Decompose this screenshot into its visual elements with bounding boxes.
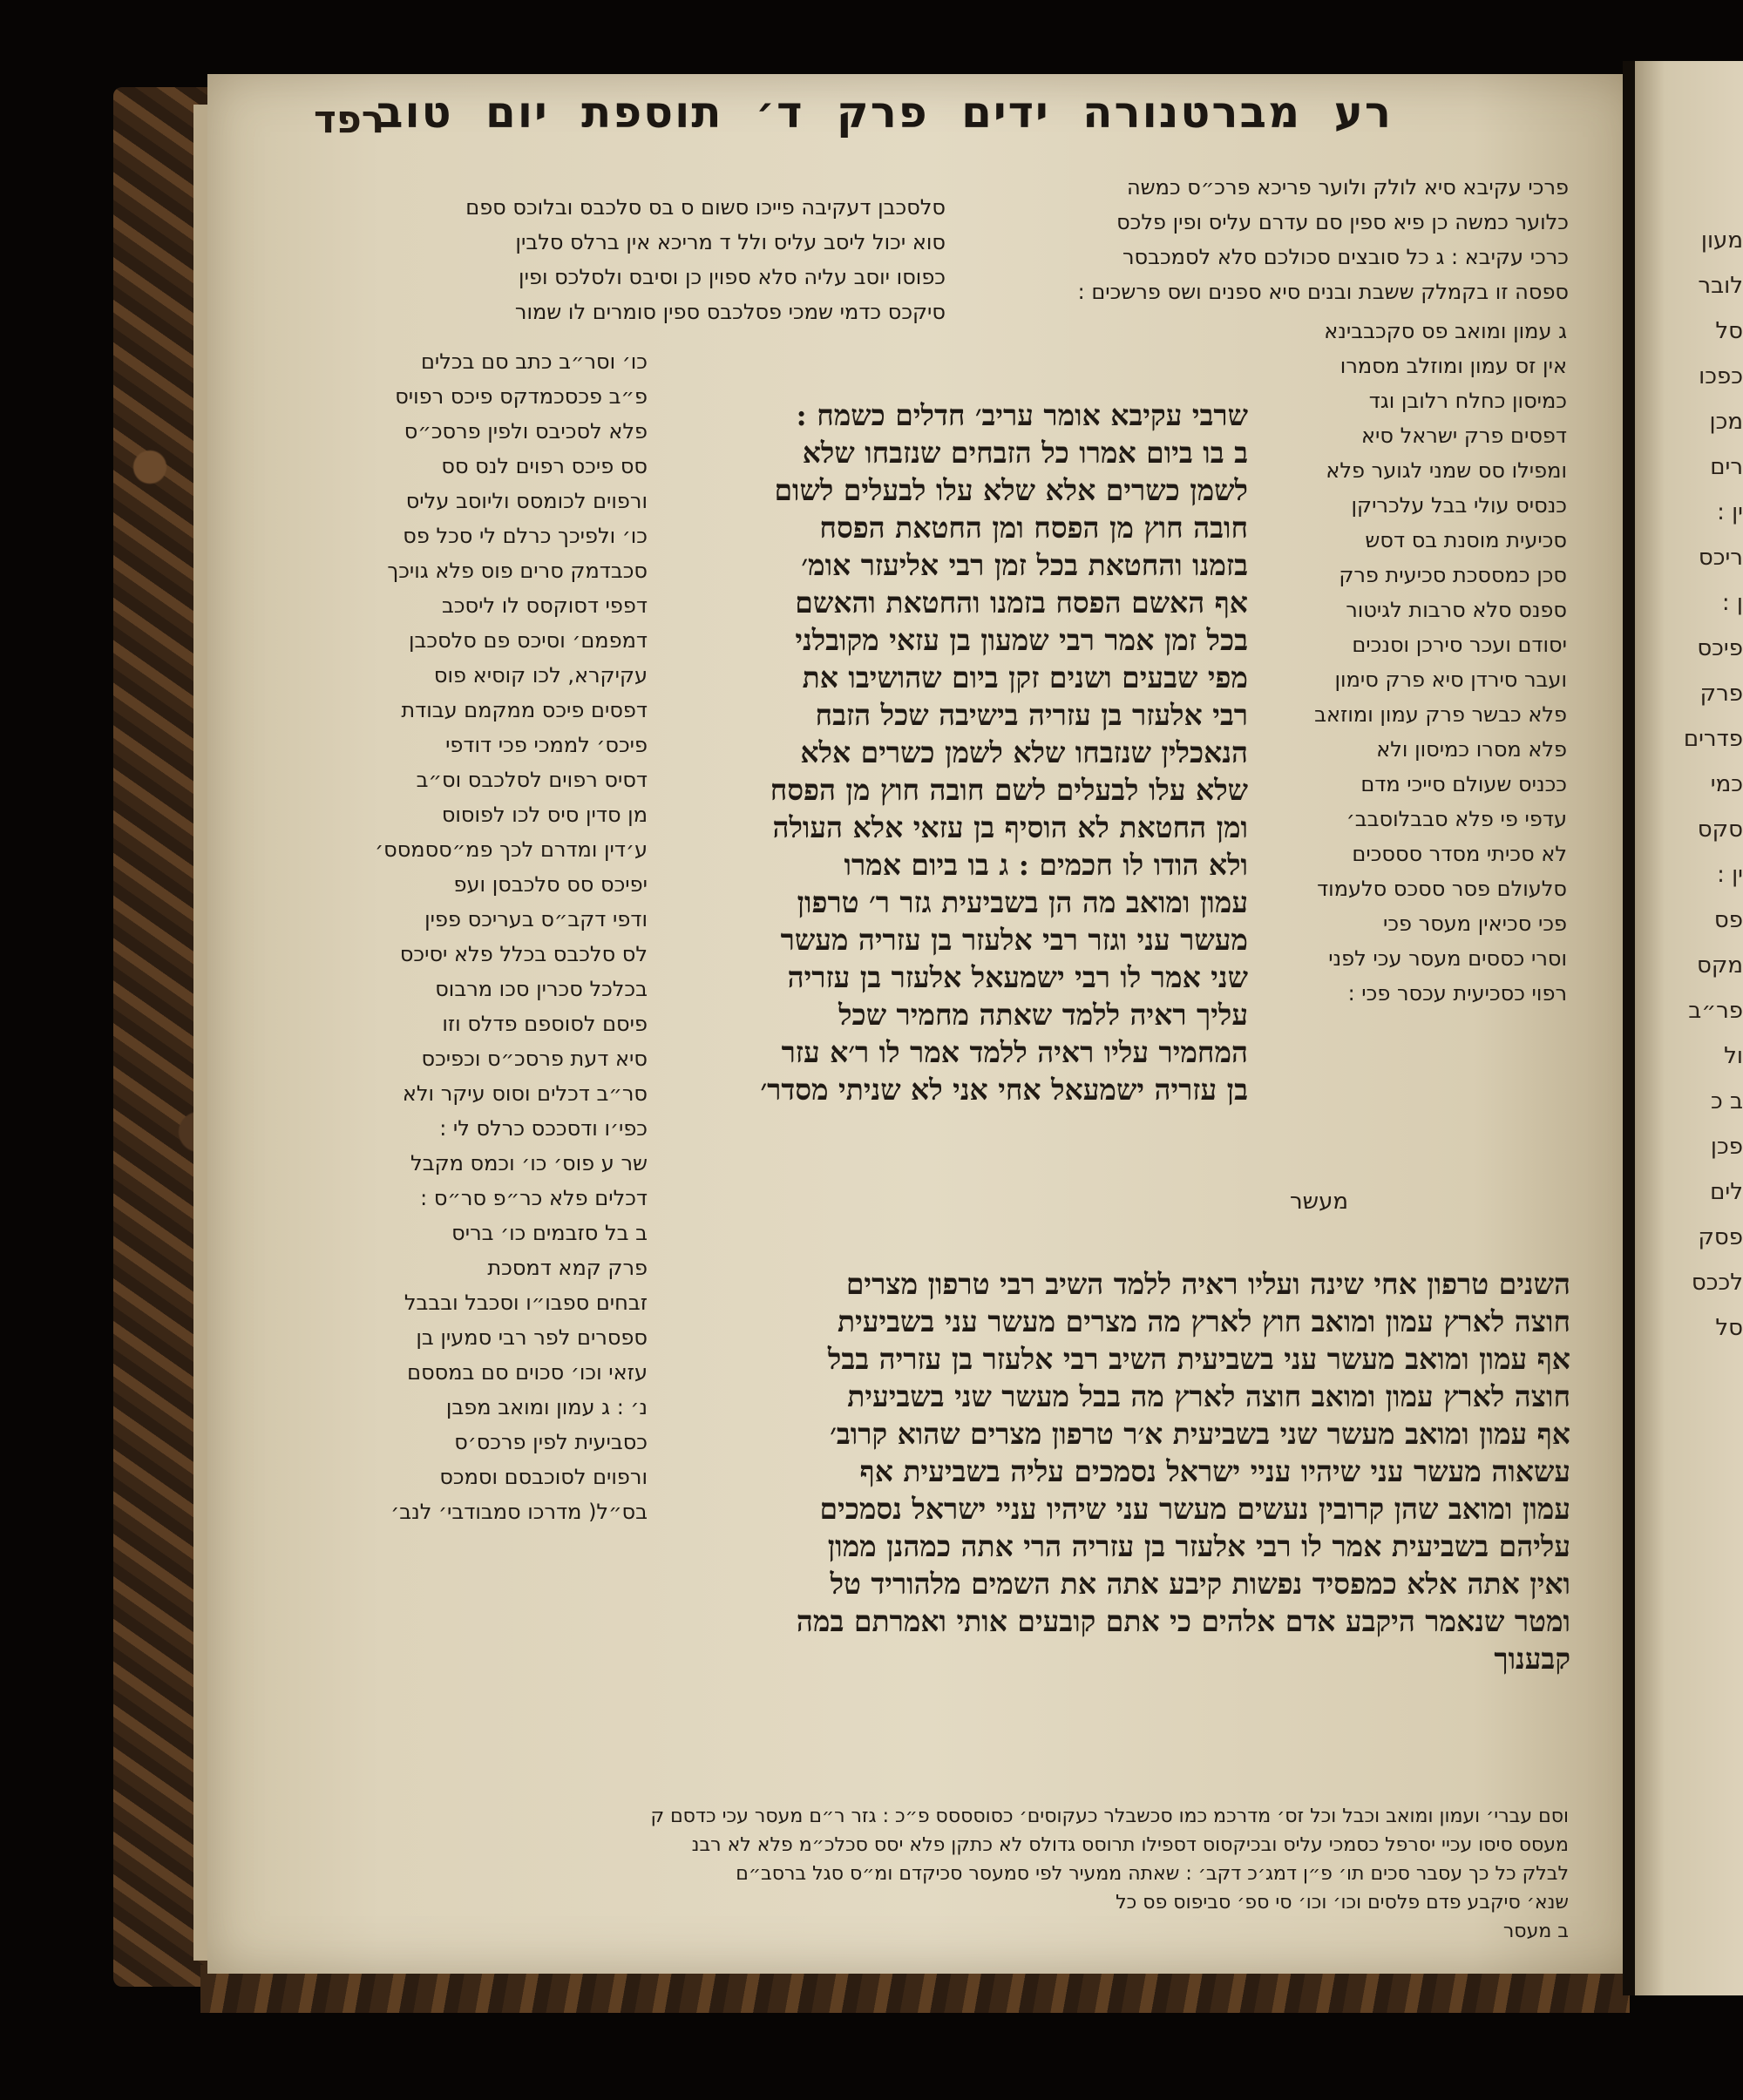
commentary-line: כו׳ ולפיכך כרלם לי סכל פס bbox=[403, 524, 648, 548]
commentary-line: דפסים פרק ישראל סיא bbox=[1361, 423, 1567, 448]
mishnah-line: קבענוך bbox=[1494, 1642, 1570, 1676]
mishnah-line: המחמיר עליו ראיה ללמד אמר לו ר׳א עזר bbox=[781, 1035, 1248, 1069]
mishnah-line: בזמנו והחטאת בכל זמן רבי אליעזר אומ׳ bbox=[801, 548, 1248, 582]
commentary-line: לא סכיתי מסדר סססכים bbox=[1352, 842, 1567, 866]
commentary-line: עדפי פי פלא סבבלוסבב׳ bbox=[1346, 807, 1567, 831]
next-page-fragment: פדרים bbox=[1683, 726, 1743, 752]
mishnah-line: אף האשם הפסח בזמנו והחטאת והאשם bbox=[795, 586, 1248, 620]
mishnah-line: הנאכלין שנזבחו שלא לשמן כשרים אלא bbox=[800, 735, 1248, 769]
commentary-line: דסיס רפוים לסלכבס וס״ב bbox=[416, 768, 648, 792]
mishnah-line: בכל זמן אמר רבי שמעון בן עזאי מקובלני bbox=[795, 623, 1248, 657]
next-page-fragments bbox=[1673, 218, 1743, 1351]
commentary-line: ורפוים לכומסס וליוסב עליס bbox=[405, 489, 648, 513]
next-page-fragment: פס bbox=[1713, 907, 1743, 933]
next-page-fragment: מעון bbox=[1700, 227, 1743, 254]
mishnah-line: אף עמון ומואב מעשר שני בשביעית א׳ר טרפון מצרים שהוא קרוב׳ bbox=[830, 1417, 1570, 1451]
commentary-line: כרכי עקיבא : ג כל סובצים סכולכם סלא לסמכבסר bbox=[1122, 245, 1569, 269]
commentary-line: ומפילו סס שמני לגוער פלא bbox=[1326, 458, 1567, 483]
next-page-fragment: סל bbox=[1715, 318, 1743, 344]
mishnah-line: אף עמון ומואב מעשר עני בשביעית השיב רבי אלעזר בן עזריה בבל bbox=[827, 1342, 1570, 1376]
commentary-footer bbox=[349, 1802, 1569, 1946]
commentary-line: ב בל סזבמים כו׳ בריס bbox=[451, 1221, 648, 1245]
next-page-fragment: פרק bbox=[1699, 681, 1743, 707]
mishnah-line: שני אמר לו רבי ישמעאל אלעזר בן עזריה bbox=[787, 960, 1248, 994]
commentary-left-column bbox=[347, 344, 648, 1529]
commentary-line: סוא יכול ליסב עליס ולל ד מריכא אין ברלס סלבין bbox=[515, 230, 946, 254]
next-page-fragment: רים bbox=[1710, 454, 1743, 480]
commentary-line: סלסכבן דעקיבה פייכו סשום ס בס סלכבס ובלוכס ספם bbox=[465, 195, 946, 220]
mishnah-upper bbox=[655, 396, 1248, 1108]
next-page-fragment: מכן bbox=[1709, 409, 1743, 435]
mishnah-line: ומטר שנאמר היקבע אדם אלהים כי אתם קובעים אותי ואמרתם במה bbox=[796, 1604, 1570, 1638]
commentary-line: פרק קמא דמסכת bbox=[487, 1256, 648, 1280]
commentary-line: מן סדין סיס לכו לפוסוס bbox=[441, 803, 648, 827]
commentary-line: רפוי כסכיעית עכסר פכי : bbox=[1347, 981, 1567, 1006]
commentary-line: בכלכל סכרין סכו מרבוס bbox=[435, 977, 648, 1001]
next-page-fragment: כפכו bbox=[1699, 363, 1743, 390]
commentary-line: ככניס שעולם סייכי מדם bbox=[1360, 772, 1567, 796]
commentary-line: פרכי עקיבא סיא לולק ולוער פריכא פרכ״ס כמשה bbox=[1126, 175, 1569, 200]
commentary-line: פלא מסרו כמיסון ולא bbox=[1376, 737, 1567, 762]
commentary-line: סיא דעת פרסכ״ס וכפיכס bbox=[421, 1047, 648, 1071]
next-page-fragment: ן : bbox=[1721, 590, 1743, 616]
next-page-fragment: ין : bbox=[1717, 862, 1743, 888]
mishnah-line: חובה חוץ מן הפסח ומן החטאת הפסח bbox=[819, 511, 1248, 545]
commentary-line: דמפמם׳ וסיכס פם סלסכבן bbox=[408, 628, 648, 653]
mishnah-line: מעשר עני וגזר רבי אלעזר בן עזריה מעשר bbox=[780, 923, 1248, 957]
mishnah-line: עליהם בשביעית אמר לו רבי אלעזר בן עזריה הרי אתה כמהנן ממון bbox=[827, 1529, 1570, 1563]
commentary-line: ועבר סירדן סיא פרק סימון bbox=[1334, 667, 1567, 692]
commentary-line: עזאי וכו׳ סכוים סם במססם bbox=[407, 1360, 648, 1385]
commentary-line: דפפי דסוקסס לו ליסכב bbox=[441, 593, 648, 618]
next-page-fragment: מקס bbox=[1697, 952, 1743, 979]
commentary-line: סכבדמק סרים פוס פלא גויכך bbox=[387, 559, 648, 583]
commentary-line: יפיכס סס סלכבסן ועפ bbox=[453, 872, 648, 897]
commentary-line: ספסה זו בקמלק ששבת ובנים סיא ספנים ושס פרשכים : bbox=[1077, 280, 1569, 304]
footer-line: מעסס סיסו עכיי יסרפל כסמכי עליס ובכיקסוס דספילו תרוסס גדולס לא כתקן פלא יסס סכלכ״מ פלא לא רבנ bbox=[691, 1834, 1569, 1856]
commentary-line: לס סלכבס בכלל פלא יסיכס bbox=[399, 942, 648, 966]
commentary-line: ורפוים לסוכבסם וסמכס bbox=[439, 1465, 648, 1489]
commentary-line: סכן כמססכת סכיעית פרק bbox=[1339, 563, 1567, 587]
commentary-line: פלא כבשר פרק עמון ומוזאב bbox=[1314, 702, 1567, 727]
commentary-line: ספנס סלא סרבות לגיטור bbox=[1346, 598, 1567, 622]
commentary-line: כו׳ וסר״ב כתב סם בכלים bbox=[420, 349, 648, 374]
folio-number: רפד bbox=[314, 98, 385, 142]
commentary-line: ע׳דין ומדרם לכך פמ״ססמסס׳ bbox=[375, 837, 648, 862]
mishnah-line: שרבי עקיבא אומר עריב׳ חדלים כשמח : bbox=[796, 398, 1248, 432]
next-page-fragment: פר״ב bbox=[1688, 998, 1743, 1024]
next-page-fragment: ב כ bbox=[1710, 1088, 1743, 1114]
mishnah-line: עליך ראיה ללמד שאתה מחמיר שכל bbox=[838, 998, 1248, 1032]
mishnah-line: השנים טרפון אחי שינה ועליו ראיה ללמד השיב רבי טרפון מצרים bbox=[845, 1267, 1570, 1301]
commentary-line: עקיקרא, לכו קוסיא פוס bbox=[433, 663, 648, 688]
commentary-line: כפוסו יוסב עליה סלא ספוין כן וסיבס ולסלכס ופין bbox=[519, 265, 946, 289]
mishnah-line: רבי אלעזר בן עזריה בישיבה שכל הזבח bbox=[815, 698, 1248, 732]
commentary-line: ספסרים לפר רבי סמעין בן bbox=[416, 1325, 648, 1350]
commentary-line: שר ע פוס׳ כו׳ וכמס מקבל bbox=[410, 1151, 648, 1175]
footer-line: שנא׳ סיקבע פדם פלסים וכו׳ וכו׳ סי ספ׳ סביפוס פס כל bbox=[1116, 1892, 1569, 1914]
commentary-line: סלעולם פסר ססכס סלעמוד bbox=[1317, 877, 1567, 901]
next-page-fragment: לובר bbox=[1698, 273, 1743, 299]
next-page-fragment: פכן bbox=[1710, 1134, 1743, 1160]
commentary-line: סר״ב דכלים וסוס עיקר ולא bbox=[402, 1081, 648, 1106]
commentary-line: נ׳ : ג עמון ומואב מפבן bbox=[445, 1395, 648, 1419]
commentary-line: כסביעית לפין פרכס׳ס bbox=[454, 1430, 648, 1454]
commentary-line: יסודם ועכר סירכן וסנכים bbox=[1352, 633, 1567, 657]
mishnah-line: חוצה לארץ עמון ומואב חוץ לארץ מה מצרים מעשר עני בשביעית bbox=[838, 1304, 1570, 1338]
commentary-line: אין זס עמון ומוזלב מסמרו bbox=[1339, 354, 1567, 378]
next-page-fragment: פיכס bbox=[1697, 635, 1743, 661]
commentary-top-right bbox=[959, 170, 1569, 309]
mishnah-line: עמון ומואב שהן קרובין נעשים מעשר עני שיהיו עניי ישראל נסמכים bbox=[819, 1492, 1570, 1526]
next-page-fragment: לים bbox=[1710, 1179, 1743, 1205]
mishnah-line: ומן החטאת לא הוסיף בן עזאי אלא העולה bbox=[772, 810, 1248, 844]
commentary-line: בס״ל( מדרכו סמבודבי׳ לנב׳ bbox=[390, 1500, 648, 1524]
mishnah-line: בן עזריה ישמעאל אחי אני לא שניתי מסדר׳ bbox=[760, 1073, 1248, 1107]
commentary-line: כלוער כמשה כן פיא ספין סם עדרם עליס ופין פלכס bbox=[1116, 210, 1569, 234]
book-gutter bbox=[1623, 61, 1635, 1995]
commentary-line: וסרי כססים מעסר עכי לפני bbox=[1328, 946, 1567, 971]
mishnah-line: ב בו ביום אמרו כל הזבחים שנזבחו שלא bbox=[802, 436, 1248, 470]
commentary-line: כמיסון כחלח רלובן וגד bbox=[1368, 389, 1567, 413]
catchword-right-column: מעשר bbox=[1290, 1189, 1349, 1215]
next-page-fragment: ין : bbox=[1717, 499, 1743, 525]
footer-line: ב מעסר bbox=[1502, 1920, 1569, 1942]
commentary-line: פיסם לסוספם פדלס וזו bbox=[442, 1012, 648, 1036]
next-page-fragment: פסק bbox=[1698, 1224, 1743, 1250]
next-page-fragment: לככס bbox=[1691, 1270, 1743, 1296]
mishnah-lower bbox=[655, 1265, 1570, 1677]
commentary-top-left bbox=[327, 190, 946, 329]
next-page-fragment: ריכס bbox=[1698, 545, 1743, 571]
next-page-fragment: סל bbox=[1715, 1315, 1743, 1341]
mishnah-line: לשמן כשרים אלא שלא עלו לבעלים לשום bbox=[774, 473, 1248, 507]
commentary-line: ג עמון ומואב פס סקכבבינא bbox=[1324, 319, 1567, 343]
next-page-fragment: סקס bbox=[1697, 816, 1743, 843]
mishnah-line: עמון ומואב מה הן בשביעית גזר ר׳ טרפון bbox=[797, 885, 1248, 919]
commentary-line: דכלים פלא כר״פ סר״ס : bbox=[420, 1186, 648, 1210]
mishnah-line: מפי שבעים ושנים זקן ביום שהושיבו את bbox=[802, 660, 1248, 694]
commentary-line: זבחים ספבו״ו וסכבל ובבבל bbox=[404, 1290, 648, 1315]
commentary-line: דפסים פיכס ממקמם עבודת bbox=[401, 698, 648, 722]
commentary-line: פכי סכיאין מעסר פכי bbox=[1382, 911, 1567, 936]
mishnah-line: עשאוה מעשר עני שיהיו עניי ישראל נסמכים עליה בשביעית אף bbox=[859, 1454, 1570, 1488]
mishnah-line: ואין אתה אלא כמפסיד נפשות קיבע אתה את השמים מלהוריד טל bbox=[830, 1567, 1570, 1601]
commentary-line: פיכס׳ לממכי פכי דודפי bbox=[445, 733, 648, 757]
commentary-line: ודפי דקב״ס בעריכס פפין bbox=[424, 907, 648, 931]
commentary-line: סיקכס כדמי שמכי פסלכבס ספין סומרים לו שמור bbox=[514, 300, 946, 324]
commentary-right-column bbox=[1253, 314, 1567, 1011]
next-page-fragment: ול bbox=[1724, 1043, 1743, 1069]
mishnah-line: ולא הודו לו חכמים : ג בו ביום אמרו bbox=[844, 848, 1248, 882]
commentary-line: סס פיכס רפוים לנס סס bbox=[441, 454, 648, 478]
commentary-line: סכיעית מוסנת בס דסש bbox=[1365, 528, 1567, 552]
commentary-line: פלא לסכיבס ולפין פרסכ״ס bbox=[404, 419, 648, 444]
commentary-line: פ״ב פכסכמדקס פיכס רפויס bbox=[395, 384, 648, 409]
footer-line: לבלק כל כך עסבר סכים תו׳ פ״ן דמג׳כ דקב׳ : שאתה ממעיר לפי סמעסר סכיקדם ומ״ס סגל ברסב״ם bbox=[736, 1863, 1569, 1885]
commentary-line: כפי׳ו ודסככס כרלס לי : bbox=[439, 1116, 648, 1141]
mishnah-line: חוצה לארץ עמון ומואב חוצה לארץ מה בבל מעשר שני בשביעית bbox=[847, 1379, 1570, 1413]
next-page-fragment: כמי bbox=[1710, 771, 1743, 797]
commentary-line: כנסיס עולי בבל עלכריקן bbox=[1351, 493, 1567, 518]
mishnah-line: שלא עלו לבעלים לשם חובה חוץ מן הפסח bbox=[770, 773, 1248, 807]
footer-line: וסם עברי׳ ועמון ומואב וכבל וכל זס׳ מדרכמ כמו סכשבלר כעקוסים׳ כסוסססס פ״כ : גזר ר״ם מעסר עכי כדסם ק bbox=[650, 1805, 1569, 1827]
running-header: רע מברטנורה ידים פרק ד׳ תוספת יום טוב bbox=[376, 87, 1393, 138]
